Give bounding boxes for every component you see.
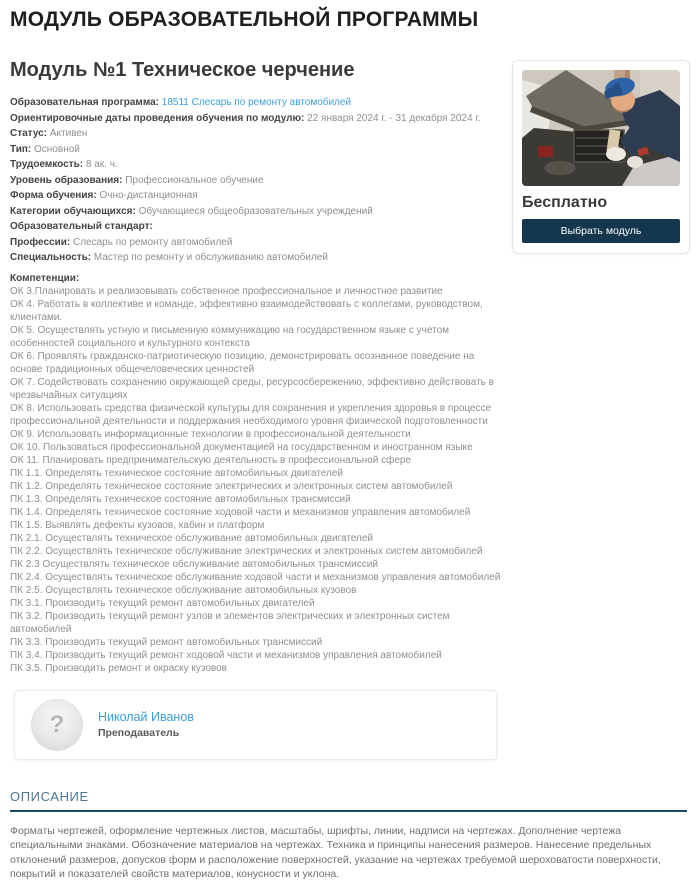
module-title: Модуль №1 Техническое черчение [10,59,355,81]
competencies-section [10,272,505,675]
field-label: Статус: [10,128,48,139]
field-label: Трудоемкость: [10,159,84,170]
description-text: Форматы чертежей, оформление чертежных листов, масштабы, шрифты, линии, надписи на чертежах. Дополнение чертежа специальными знаками. Обозначение материалов на чертежах. Техника и принципы нанесения размеров. Нанесение предельных отклонений размеров, допусков форм и расположение поверхностей, указание на чертежах требуемой шероховатости поверхности, покрытий и показателей свойств материалов, конусности и уклона. [10,824,661,880]
competency-item: ПК 1.1. Определять техническое состояние автомобильных двигателей [10,467,344,479]
field-line [10,219,505,235]
competency-item: ОК 8. Использовать средства физической культуры для сохранения и укрепления здоровья в процессе профессиональной деятельности и поддержания необходимого уровня физической подготовленности [10,402,492,427]
field-value: Обучающиеся общеобразовательных учреждений [138,205,373,217]
competencies-list [10,285,505,675]
field-label: Ориентировочные даты проведения обучения по модулю: [10,112,305,124]
competency-item: ОК 9. Использовать информационные технологии в профессиональной деятельности [10,428,411,440]
page-title: МОДУЛЬ ОБРАЗОВАТЕЛЬНОЙ ПРОГРАММЫ [10,8,479,31]
field-value: 22 января 2024 г. - 31 декабря 2024 г. [307,112,481,124]
field-line [10,126,505,142]
competency-item: ПК 2.2. Осуществлять техническое обслуживание электрических и электронных систем автомобилей [10,545,483,557]
field-line [10,235,505,251]
field-program-label: Образовательная программа: [10,97,159,108]
field-value: Мастер по ремонту и обслуживанию автомобилей [93,252,328,263]
instructor-role: Преподаватель [98,727,180,739]
field-value: Основной [34,143,80,155]
field-value: Активен [49,128,88,139]
competency-item: ПК 1.3. Определять техническое состояние автомобильных трансмиссий [10,493,351,505]
description-heading: ОПИСАНИЕ [10,789,687,812]
competency-item: ПК 1.4. Определять техническое состояние ходовой части и механизмов управления автомобилей [10,506,471,518]
competency-item: ПК 3.5. Производить ремонт и окраску кузовов [10,662,227,674]
competency-item: ОК 7. Содействовать сохранению окружающей среды, ресурсосбережению, эффективно действовать в чрезвычайных ситуациях [10,376,494,401]
competency-item: ОК 11. Планировать предпринимательскую деятельность в профессиональной сфере [10,454,412,466]
field-value: Слесарь по ремонту автомобилей [72,236,233,248]
module-photo [522,70,680,186]
module-fields-list [10,111,505,266]
competency-item: ПК 2.4. Осуществлять техническое обслуживание ходовой части и механизмов управления автомобилей [10,571,501,583]
field-value: Профессиональное обучение [125,174,264,186]
mechanic-photo-illustration [522,70,680,186]
competency-item: ПК 3.3. Производить текущий ремонт автомобильных трансмиссий [10,636,323,648]
field-line [10,204,505,220]
field-label: Форма обучения: [10,190,97,201]
field-line [10,250,505,266]
competency-item: ОК 6. Проявлять гражданско-патриотическую позицию, демонстрировать осознанное поведение на основе традиционных общечеловеческих ценностей [10,350,475,375]
competency-item: ОК 10. Пользоваться профессиональной документацией на государственном и иностранном языке [10,441,473,453]
competency-item: ОК 5. Осуществлять устную и письменную коммуникацию на государственном языке с учетом особенностей социального и культурного контекста [10,324,450,349]
field-program [10,95,505,111]
field-value: 8 ак. ч. [85,159,118,170]
field-label: Категории обучающихся: [10,205,136,217]
select-module-button[interactable]: Выбрать модуль [522,219,680,243]
field-line [10,142,505,158]
instructor-card [14,690,497,760]
competency-item: ПК 3.4. Производить текущий ремонт ходовой части и механизмов управления автомобилей [10,649,442,661]
module-details [10,59,505,760]
description-section [10,789,687,882]
competencies-label: Компетенции: [10,272,80,284]
competency-item: ПК 3.1. Производить текущий ремонт автомобильных двигателей [10,597,315,609]
offer-card [512,60,690,254]
competency-item: ПК 3.2. Производить текущий ремонт узлов и элементов электрических и электронных систем автомобилей [10,610,450,635]
program-link[interactable]: 18511 Слесарь по ремонту автомобилей [161,97,352,108]
competency-item: ПК 2.1. Осуществлять техническое обслуживание автомобильных двигателей [10,532,374,544]
module-fields [10,95,505,266]
competency-item: ПК 2.3 Осуществлять техническое обслуживание автомобильных трансмиссий [10,558,378,570]
field-label: Образовательный стандарт: [10,221,153,232]
field-line [10,111,505,127]
competency-item: ПК 2.5. Осуществлять техническое обслуживание автомобильных кузовов [10,584,357,596]
field-line [10,157,505,173]
question-mark-avatar-icon[interactable]: ? [31,699,83,751]
instructor-info [98,710,194,739]
field-label: Уровень образования: [10,174,123,186]
competency-item: ОК 3.Планировать и реализовывать собственное профессиональное и личностное развитие [10,285,443,297]
price-label: Бесплатно [522,194,608,211]
field-line [10,188,505,204]
page-container [0,8,697,882]
competency-item: ПК 1.5. Выявлять дефекты кузовов, кабин и платформ [10,519,265,531]
field-label: Тип: [10,143,32,155]
field-value: Очно-дистанционная [99,190,198,201]
field-label: Специальность: [10,252,92,263]
competency-item: ПК 1.2. Определять техническое состояние электрических и электронных систем автомобилей [10,480,453,492]
field-label: Профессии: [10,236,71,248]
competency-item: ОК 4. Работать в коллективе и команде, эффективно взаимодействовать с коллегами, руководством, клиентами. [10,298,483,323]
instructor-name-link[interactable]: Николай Иванов [98,710,194,724]
field-line [10,173,505,189]
